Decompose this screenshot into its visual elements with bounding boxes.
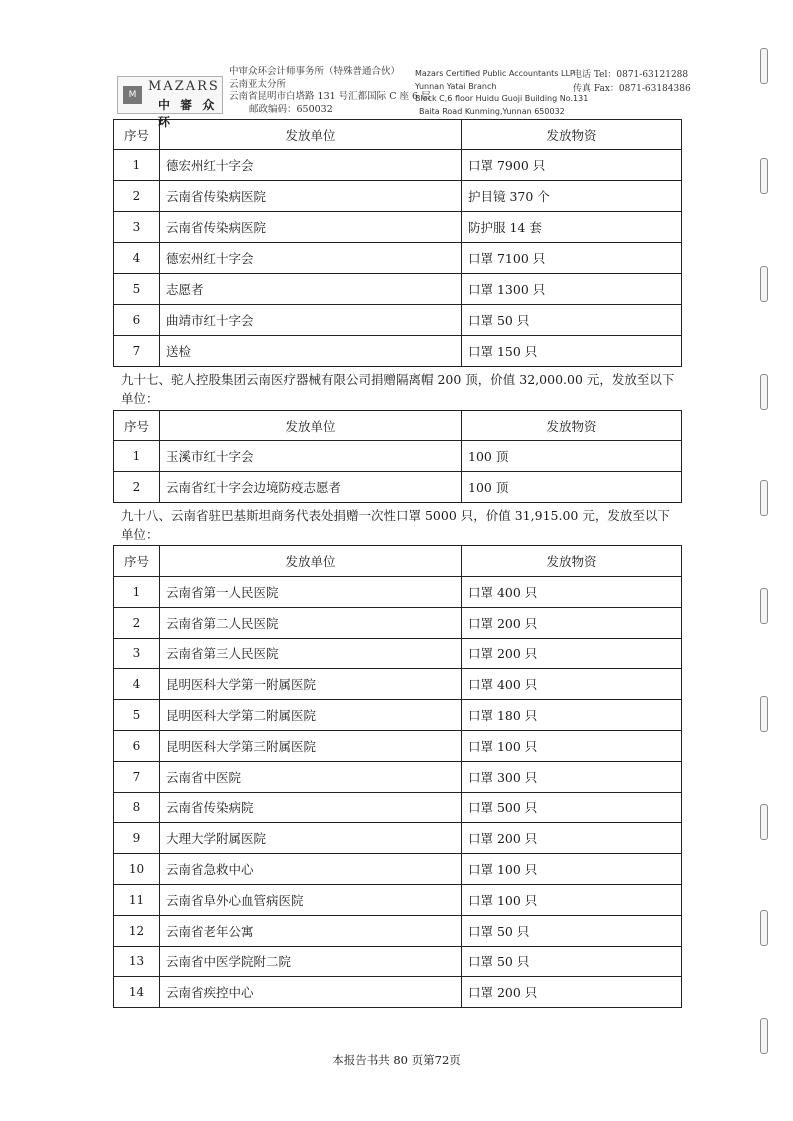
header-goods: 发放物资 bbox=[462, 411, 682, 441]
distributed-goods: 口罩 400 只 bbox=[462, 577, 682, 608]
distributed-goods: 口罩 300 只 bbox=[462, 761, 682, 792]
recipient-unit: 云南省急救中心 bbox=[160, 854, 462, 885]
distributed-goods: 口罩 1300 只 bbox=[462, 274, 682, 305]
row-number: 1 bbox=[114, 441, 160, 472]
binder-punch-mark bbox=[760, 374, 768, 410]
distributed-goods: 口罩 100 只 bbox=[462, 854, 682, 885]
row-number: 1 bbox=[114, 150, 160, 181]
recipient-unit: 云南省传染病院 bbox=[160, 792, 462, 823]
table-row bbox=[114, 243, 682, 274]
binder-punch-mark bbox=[760, 804, 768, 840]
row-number: 5 bbox=[114, 700, 160, 731]
table-row bbox=[114, 181, 682, 212]
distributed-goods: 口罩 200 只 bbox=[462, 823, 682, 854]
recipient-unit: 云南省第二人民医院 bbox=[160, 607, 462, 638]
distributed-goods: 100 顶 bbox=[462, 472, 682, 503]
page-footer: 本报告书共 80 页第72页 bbox=[332, 1053, 461, 1067]
distributed-goods: 100 顶 bbox=[462, 441, 682, 472]
table-row bbox=[114, 946, 682, 977]
table-header-row bbox=[114, 546, 682, 577]
table-row bbox=[114, 823, 682, 854]
mazars-logo bbox=[117, 76, 223, 129]
distributed-goods: 口罩 400 只 bbox=[462, 669, 682, 700]
row-number: 5 bbox=[114, 274, 160, 305]
letterhead-english-address bbox=[415, 68, 588, 118]
distributed-goods: 口罩 180 只 bbox=[462, 700, 682, 731]
table-row bbox=[114, 336, 682, 367]
distributed-goods: 口罩 200 只 bbox=[462, 977, 682, 1008]
distributed-goods: 防护服 14 套 bbox=[462, 212, 682, 243]
distributed-goods: 口罩 150 只 bbox=[462, 336, 682, 367]
address-en: Block C,6 floor Huidu Guoji Building No.131 bbox=[415, 94, 589, 103]
table-row bbox=[114, 638, 682, 669]
recipient-unit: 云南省中医学院附二院 bbox=[160, 946, 462, 977]
postcode-cn: 邮政编码：650032 bbox=[249, 103, 333, 115]
binder-punch-mark bbox=[760, 910, 768, 946]
city-en: Baita Road Kunming,Yunnan 650032 bbox=[419, 106, 565, 116]
distribution-table-97 bbox=[113, 410, 682, 503]
row-number: 12 bbox=[114, 915, 160, 946]
distributed-goods: 口罩 50 只 bbox=[462, 305, 682, 336]
recipient-unit: 志愿者 bbox=[160, 274, 462, 305]
row-number: 13 bbox=[114, 946, 160, 977]
row-number: 8 bbox=[114, 792, 160, 823]
row-number: 2 bbox=[114, 607, 160, 638]
table-row bbox=[114, 441, 682, 472]
binder-punch-mark bbox=[760, 158, 768, 194]
recipient-unit: 云南省第一人民医院 bbox=[160, 577, 462, 608]
header-goods: 发放物资 bbox=[462, 546, 682, 577]
section-97-paragraph: 九十七、驼人控股集团云南医疗器械有限公司捐赠隔离帽 200 顶，价值 32,000.00 元，发放至以下单位： bbox=[121, 372, 675, 406]
row-number: 7 bbox=[114, 336, 160, 367]
table-row bbox=[114, 669, 682, 700]
branch-name-cn: 云南亚太分所 bbox=[229, 78, 287, 90]
firm-name-en: Mazars Certified Public Accountants LLP bbox=[415, 69, 575, 78]
recipient-unit: 曲靖市红十字会 bbox=[160, 305, 462, 336]
row-number: 6 bbox=[114, 305, 160, 336]
distribution-table-continued bbox=[113, 119, 682, 367]
phone-number: 电话 Tel：0871-63121288 bbox=[573, 70, 689, 80]
header-no: 序号 bbox=[114, 120, 160, 150]
table-row bbox=[114, 884, 682, 915]
row-number: 3 bbox=[114, 212, 160, 243]
logo-mark-icon: M bbox=[123, 86, 142, 104]
recipient-unit: 云南省传染病医院 bbox=[160, 212, 462, 243]
recipient-unit: 德宏州红十字会 bbox=[160, 243, 462, 274]
distributed-goods: 口罩 50 只 bbox=[462, 915, 682, 946]
letterhead-contact bbox=[573, 68, 691, 96]
recipient-unit: 云南省传染病医院 bbox=[160, 181, 462, 212]
firm-name-cn: 中审众环会计师事务所（特殊普通合伙） bbox=[229, 66, 401, 77]
table-row bbox=[114, 761, 682, 792]
recipient-unit: 昆明医科大学第三附属医院 bbox=[160, 730, 462, 761]
header-unit: 发放单位 bbox=[160, 411, 462, 441]
distributed-goods: 口罩 100 只 bbox=[462, 730, 682, 761]
row-number: 4 bbox=[114, 669, 160, 700]
distributed-goods: 口罩 7900 只 bbox=[462, 150, 682, 181]
table-row bbox=[114, 577, 682, 608]
row-number: 6 bbox=[114, 730, 160, 761]
recipient-unit: 云南省老年公寓 bbox=[160, 915, 462, 946]
distributed-goods: 口罩 200 只 bbox=[462, 638, 682, 669]
table-row bbox=[114, 700, 682, 731]
distribution-table-98 bbox=[113, 545, 682, 1008]
distributed-goods: 口罩 500 只 bbox=[462, 792, 682, 823]
table-row bbox=[114, 274, 682, 305]
header-no: 序号 bbox=[114, 546, 160, 577]
binder-punch-mark bbox=[760, 480, 768, 516]
row-number: 2 bbox=[114, 472, 160, 503]
binder-punch-mark bbox=[760, 1018, 768, 1054]
recipient-unit: 送检 bbox=[160, 336, 462, 367]
table-row bbox=[114, 854, 682, 885]
row-number: 4 bbox=[114, 243, 160, 274]
branch-name-en: Yunnan Yatai Branch bbox=[415, 81, 497, 91]
distributed-goods: 口罩 50 只 bbox=[462, 946, 682, 977]
recipient-unit: 云南省中医院 bbox=[160, 761, 462, 792]
header-goods: 发放物资 bbox=[462, 120, 682, 150]
table-row bbox=[114, 607, 682, 638]
logo-text-en: MAZARS bbox=[148, 79, 220, 94]
row-number: 7 bbox=[114, 761, 160, 792]
table-header-row bbox=[114, 411, 682, 441]
table-row bbox=[114, 730, 682, 761]
recipient-unit: 德宏州红十字会 bbox=[160, 150, 462, 181]
table-row bbox=[114, 977, 682, 1008]
table-row bbox=[114, 792, 682, 823]
table-row bbox=[114, 212, 682, 243]
binder-punch-mark bbox=[760, 266, 768, 302]
binder-punch-mark bbox=[760, 696, 768, 732]
table-row bbox=[114, 305, 682, 336]
binder-punch-mark bbox=[760, 588, 768, 624]
letterhead-chinese-address bbox=[229, 66, 431, 116]
header-no: 序号 bbox=[114, 411, 160, 441]
binder-punch-mark bbox=[760, 48, 768, 84]
header-unit: 发放单位 bbox=[160, 546, 462, 577]
table-row bbox=[114, 472, 682, 503]
distributed-goods: 口罩 200 只 bbox=[462, 607, 682, 638]
address-cn: 云南省昆明市白塔路 131 号汇都国际 C 座 6 层 bbox=[229, 91, 431, 102]
row-number: 11 bbox=[114, 884, 160, 915]
distributed-goods: 口罩 100 只 bbox=[462, 884, 682, 915]
row-number: 9 bbox=[114, 823, 160, 854]
row-number: 2 bbox=[114, 181, 160, 212]
table-header-row bbox=[114, 120, 682, 150]
header-unit: 发放单位 bbox=[160, 120, 462, 150]
section-98-paragraph: 九十八、云南省驻巴基斯坦商务代表处捐赠一次性口罩 5000 只，价值 31,915.00 元，发放至以下单位： bbox=[121, 508, 670, 542]
recipient-unit: 云南省阜外心血管病医院 bbox=[160, 884, 462, 915]
logo-text-cn: 中 審 众 环 bbox=[158, 98, 218, 129]
recipient-unit: 云南省疾控中心 bbox=[160, 977, 462, 1008]
table-row bbox=[114, 915, 682, 946]
letterhead bbox=[117, 66, 691, 129]
row-number: 1 bbox=[114, 577, 160, 608]
recipient-unit: 云南省第三人民医院 bbox=[160, 638, 462, 669]
recipient-unit: 大理大学附属医院 bbox=[160, 823, 462, 854]
table-row bbox=[114, 150, 682, 181]
recipient-unit: 云南省红十字会边境防疫志愿者 bbox=[160, 472, 462, 503]
row-number: 3 bbox=[114, 638, 160, 669]
fax-number: 传真 Fax：0871-63184386 bbox=[573, 84, 691, 94]
distributed-goods: 口罩 7100 只 bbox=[462, 243, 682, 274]
recipient-unit: 昆明医科大学第二附属医院 bbox=[160, 700, 462, 731]
row-number: 14 bbox=[114, 977, 160, 1008]
recipient-unit: 玉溪市红十字会 bbox=[160, 441, 462, 472]
distributed-goods: 护目镜 370 个 bbox=[462, 181, 682, 212]
row-number: 10 bbox=[114, 854, 160, 885]
recipient-unit: 昆明医科大学第一附属医院 bbox=[160, 669, 462, 700]
